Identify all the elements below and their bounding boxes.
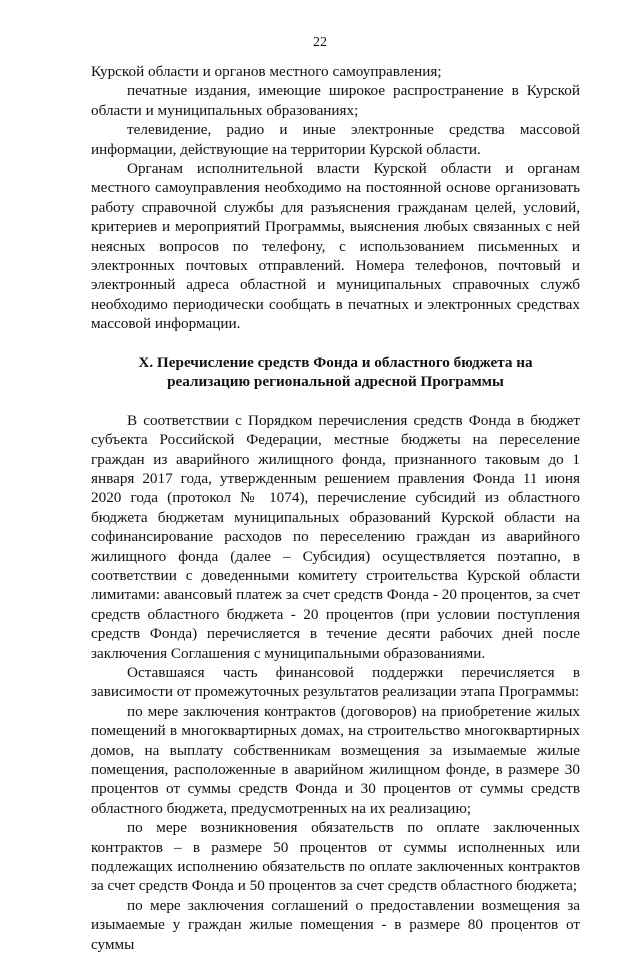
body-paragraph: печатные издания, имеющие широкое распространение в Курской области и муниципальных образованиях;: [91, 82, 580, 119]
document-body: [91, 62, 580, 954]
body-paragraph: по мере заключения контрактов (договоров) на приобретение жилых помещений в многоквартирных домах, на строительство многоквартирных домов, на выплату собственникам возмещения за изымаемые жилые помещения, расположенные в аварийном жилищном фонде, в размере 30 процентов от суммы средств Фонда и 30 процентов от суммы средств областного бюджета, предусмотренных на их реализацию;: [91, 702, 580, 817]
body-paragraph: Курской области и органов местного самоуправления;: [91, 63, 442, 80]
section-heading: X. Перечисление средств Фонда и областного бюджета на реализацию региональной адресной Программы: [138, 353, 533, 390]
body-paragraph: по мере заключения соглашений о предоставлении возмещения за изымаемые у граждан жилые помещения - в размере 80 процентов от суммы: [91, 896, 580, 953]
paragraphs-before-heading: [91, 62, 580, 334]
body-paragraph: по мере возникновения обязательств по оплате заключенных контрактов – в размере 50 процентов от суммы исполненных или подлежащих исполнению обязательств по оплате заключенных контрактов за счет средств Фонда и 50 процентов за счет средств областного бюджета;: [91, 819, 580, 895]
body-paragraph: В соответствии с Порядком перечисления средств Фонда в бюджет субъекта Российской Федерации, местные бюджеты на переселение граждан из аварийного жилищного фонда, признанного таковым до 1 января 2017 года, утвержденным решением правления Фонда 11 июня 2020 года (протокол № 1074), перечисление субсидий из областного бюджета бюджетам муниципальных образований Курской области на софинансирование расходов по переселению граждан из аварийного жилищного фонда (далее – Субсидия) осуществляется поэтапно, в соответствии с доведенными комитету строительства Курской области лимитами: авансовый платеж за счет средств Фонда - 20 процентов, за счет средств областного бюджета - 20 процентов (при условии поступления средств Фонда) перечисляется в течение десяти рабочих дней после заключения Соглашения с муниципальными образованиями.: [91, 411, 580, 662]
body-paragraph: Органам исполнительной власти Курской области и органам местного самоуправления необходимо на постоянной основе организовать работу справочной службы для разъяснения гражданам целей, условий, критериев и мероприятий Программы, выяснения любых связанных с ней неясных вопросов по телефону, с использованием письменных и электронных почтовых отправлений. Номера телефонов, почтовый и электронный адреса областной и муниципальных справочных служб необходимо периодически сообщать в печатных и электронных средствах массовой информации.: [91, 160, 580, 333]
body-paragraph: телевидение, радио и иные электронные средства массовой информации, действующие на территории Курской области.: [91, 121, 580, 158]
page-number: 22: [313, 35, 327, 50]
paragraphs-after-heading: [91, 411, 580, 954]
body-paragraph: Оставшаяся часть финансовой поддержки перечисляется в зависимости от промежуточных результатов реализации этапа Программы:: [91, 663, 580, 701]
